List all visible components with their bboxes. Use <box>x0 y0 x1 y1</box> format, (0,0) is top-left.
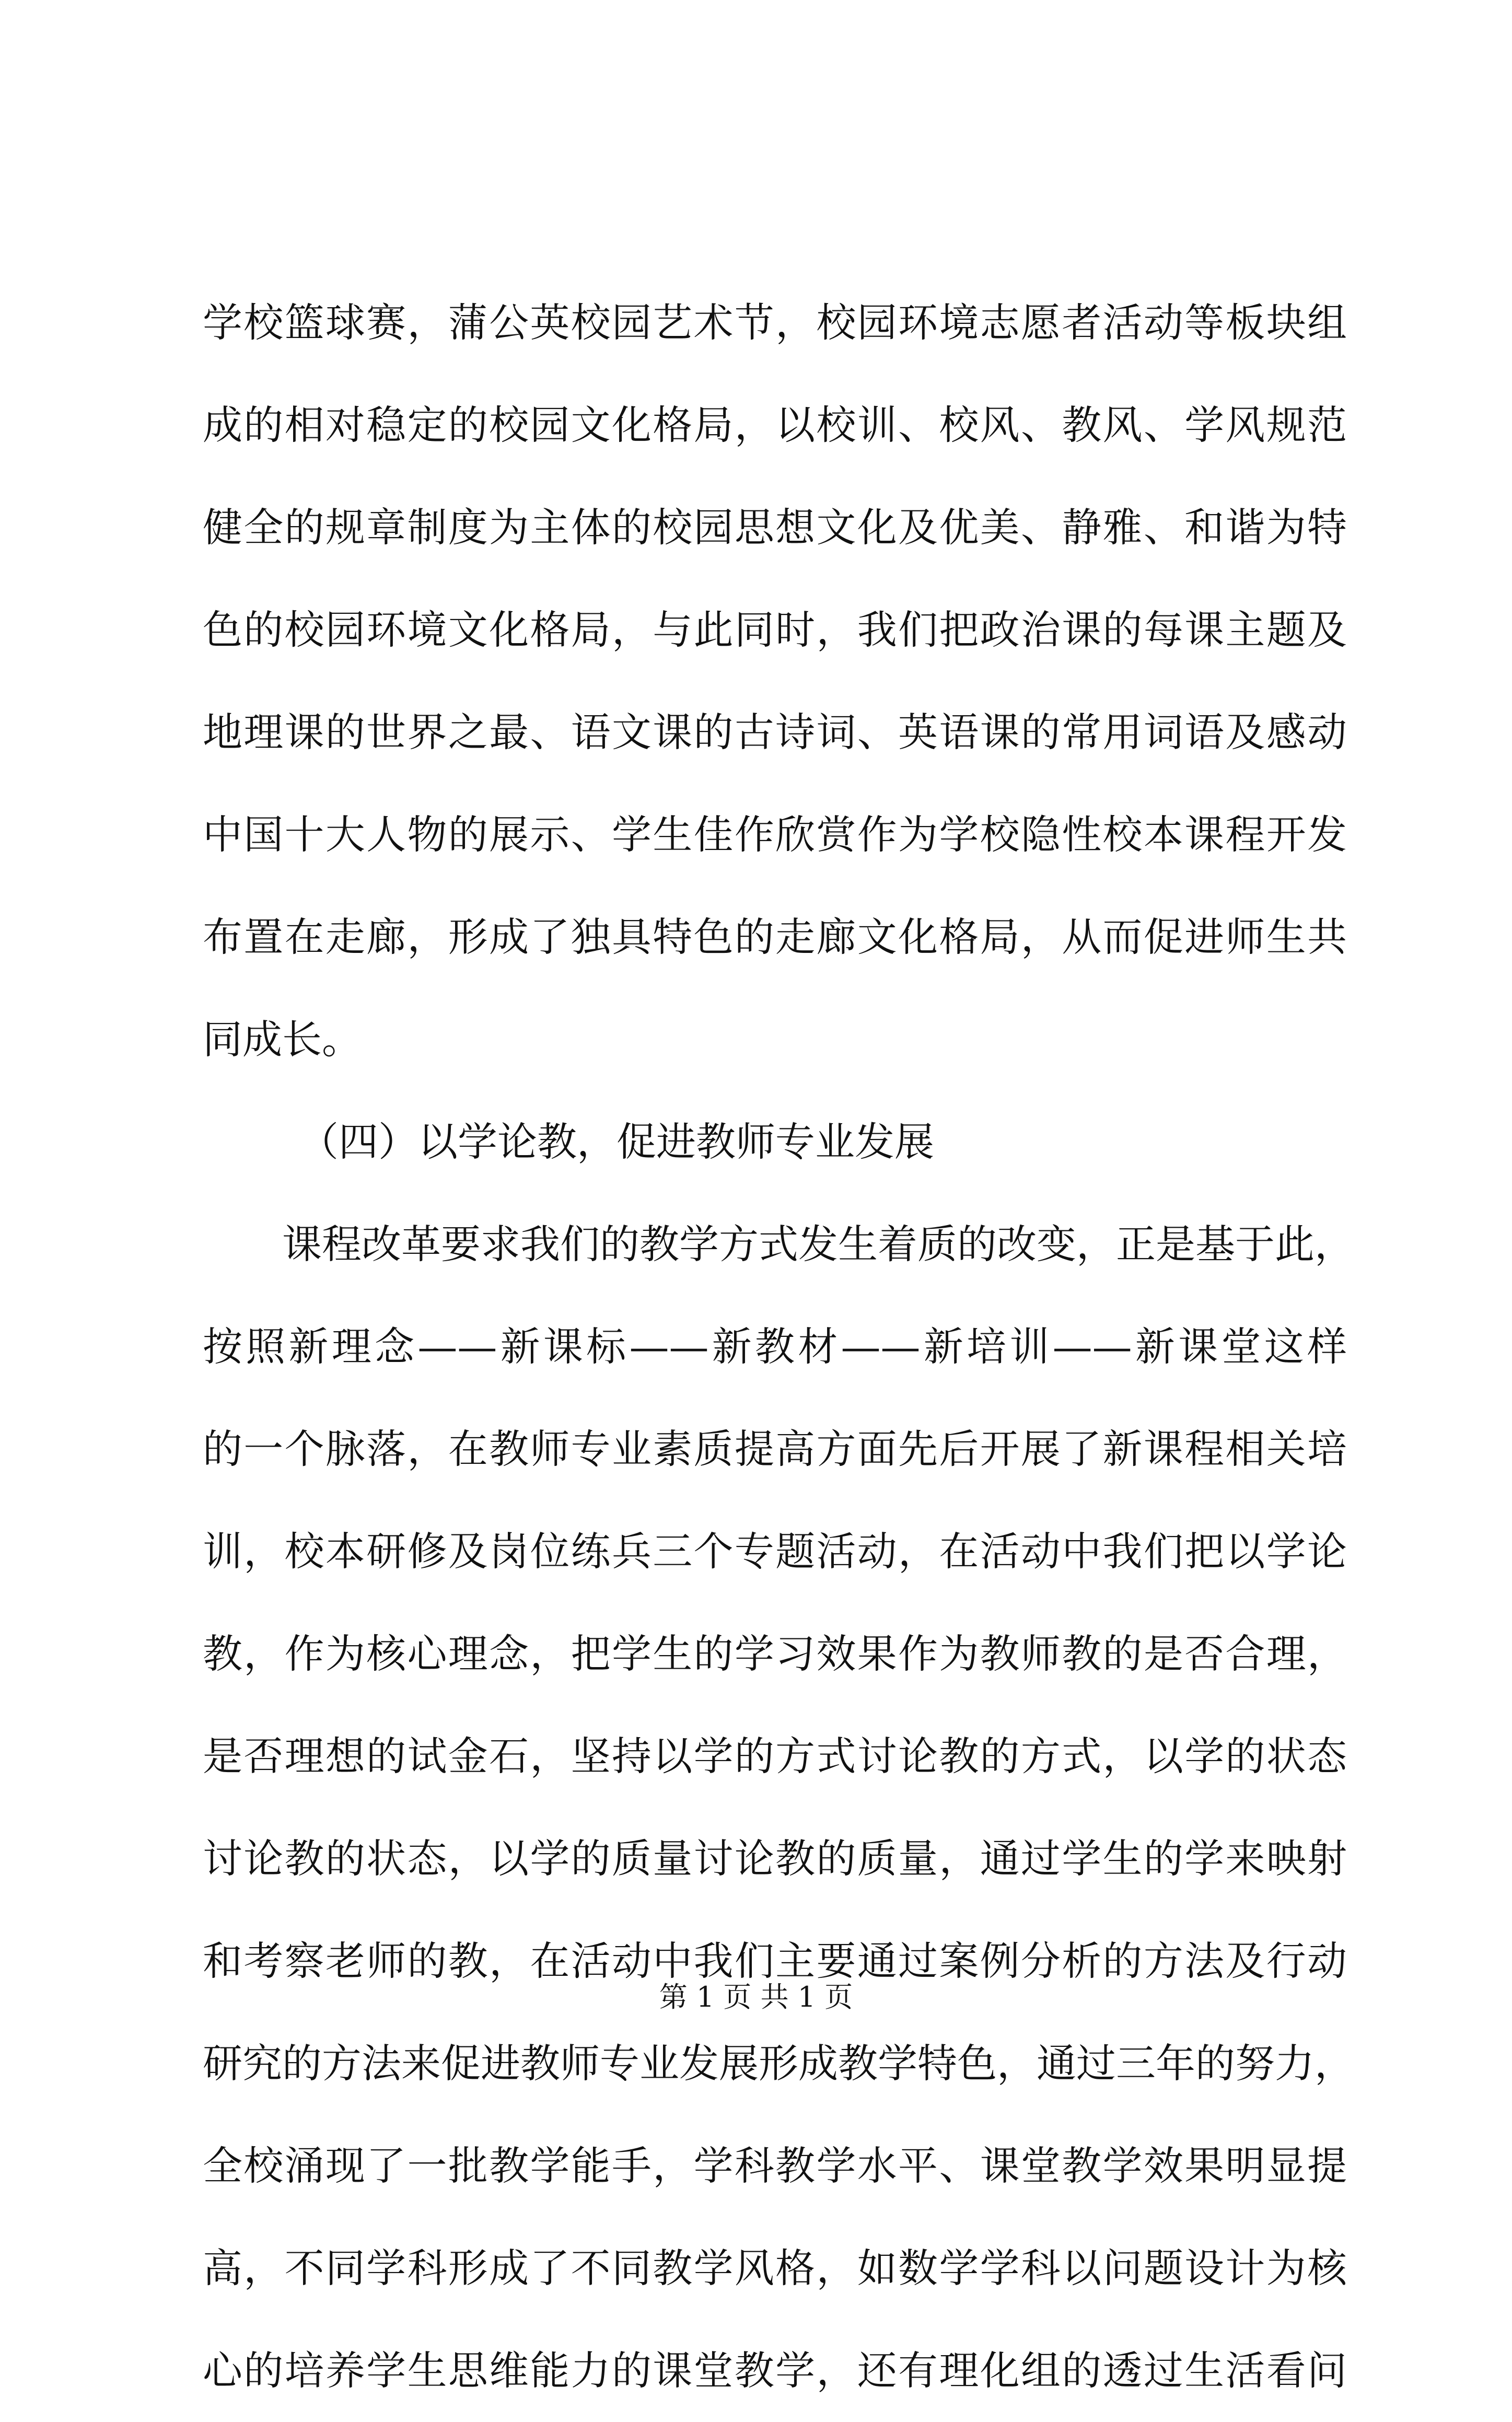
text-line: 色的校园环境文化格局，与此同时，我们把政治课的每课主题及 <box>203 607 1347 653</box>
text-line: 的一个脉落，在教师专业素质提高方面先后开展了新课程相关培 <box>203 1426 1347 1472</box>
text-line: 是否理想的试金石，坚持以学的方式讨论教的方式，以学的状态 <box>203 1733 1347 1779</box>
text-line: 训，校本研修及岗位练兵三个专题活动，在活动中我们把以学论 <box>203 1528 1347 1575</box>
text-line: 成的相对稳定的校园文化格局，以校训、校风、教风、学风规范 <box>203 402 1347 448</box>
text-line: 地理课的世界之最、语文课的古诗词、英语课的常用词语及感动 <box>203 709 1347 755</box>
text-line: 全校涌现了一批教学能手，学科教学水平、课堂教学效果明显提 <box>203 2142 1347 2189</box>
section-heading: （四）以学论教，促进教师专业发展 <box>299 1119 934 1165</box>
text-line: 研究的方法来促进教师专业发展形成教学特色，通过三年的努力， <box>203 2040 1354 2087</box>
text-line: 按照新理念——新课标——新教材——新培训——新课堂这样 <box>203 1323 1347 1370</box>
text-line: 教，作为核心理念，把学生的学习效果作为教师教的是否合理， <box>203 1631 1347 1677</box>
text-line: 学校篮球赛，蒲公英校园艺术节，校园环境志愿者活动等板块组 <box>203 299 1347 346</box>
text-line: 讨论教的状态，以学的质量讨论教的质量，通过学生的学来映射 <box>203 1835 1347 1882</box>
text-line: 同成长。 <box>203 1016 362 1063</box>
text-line: 课程改革要求我们的教学方式发生着质的改变，正是基于此， <box>282 1221 1354 1267</box>
document-body <box>203 272 1354 2422</box>
page-number-footer: 第 1 页 共 1 页 <box>659 1981 853 2013</box>
text-line: 布置在走廊，形成了独具特色的走廊文化格局，从而促进师生共 <box>203 914 1347 960</box>
text-line: 心的培养学生思维能力的课堂教学，还有理化组的透过生活看问 <box>203 2347 1347 2394</box>
text-line: 高，不同学科形成了不同教学风格，如数学学科以问题设计为核 <box>203 2245 1347 2291</box>
text-line: 和考察老师的教，在活动中我们主要通过案例分析的方法及行动 <box>203 1938 1347 1984</box>
text-line: 中国十大人物的展示、学生佳作欣赏作为学校隐性校本课程开发 <box>203 811 1347 858</box>
text-line: 健全的规章制度为主体的校园思想文化及优美、静雅、和谐为特 <box>203 504 1347 551</box>
